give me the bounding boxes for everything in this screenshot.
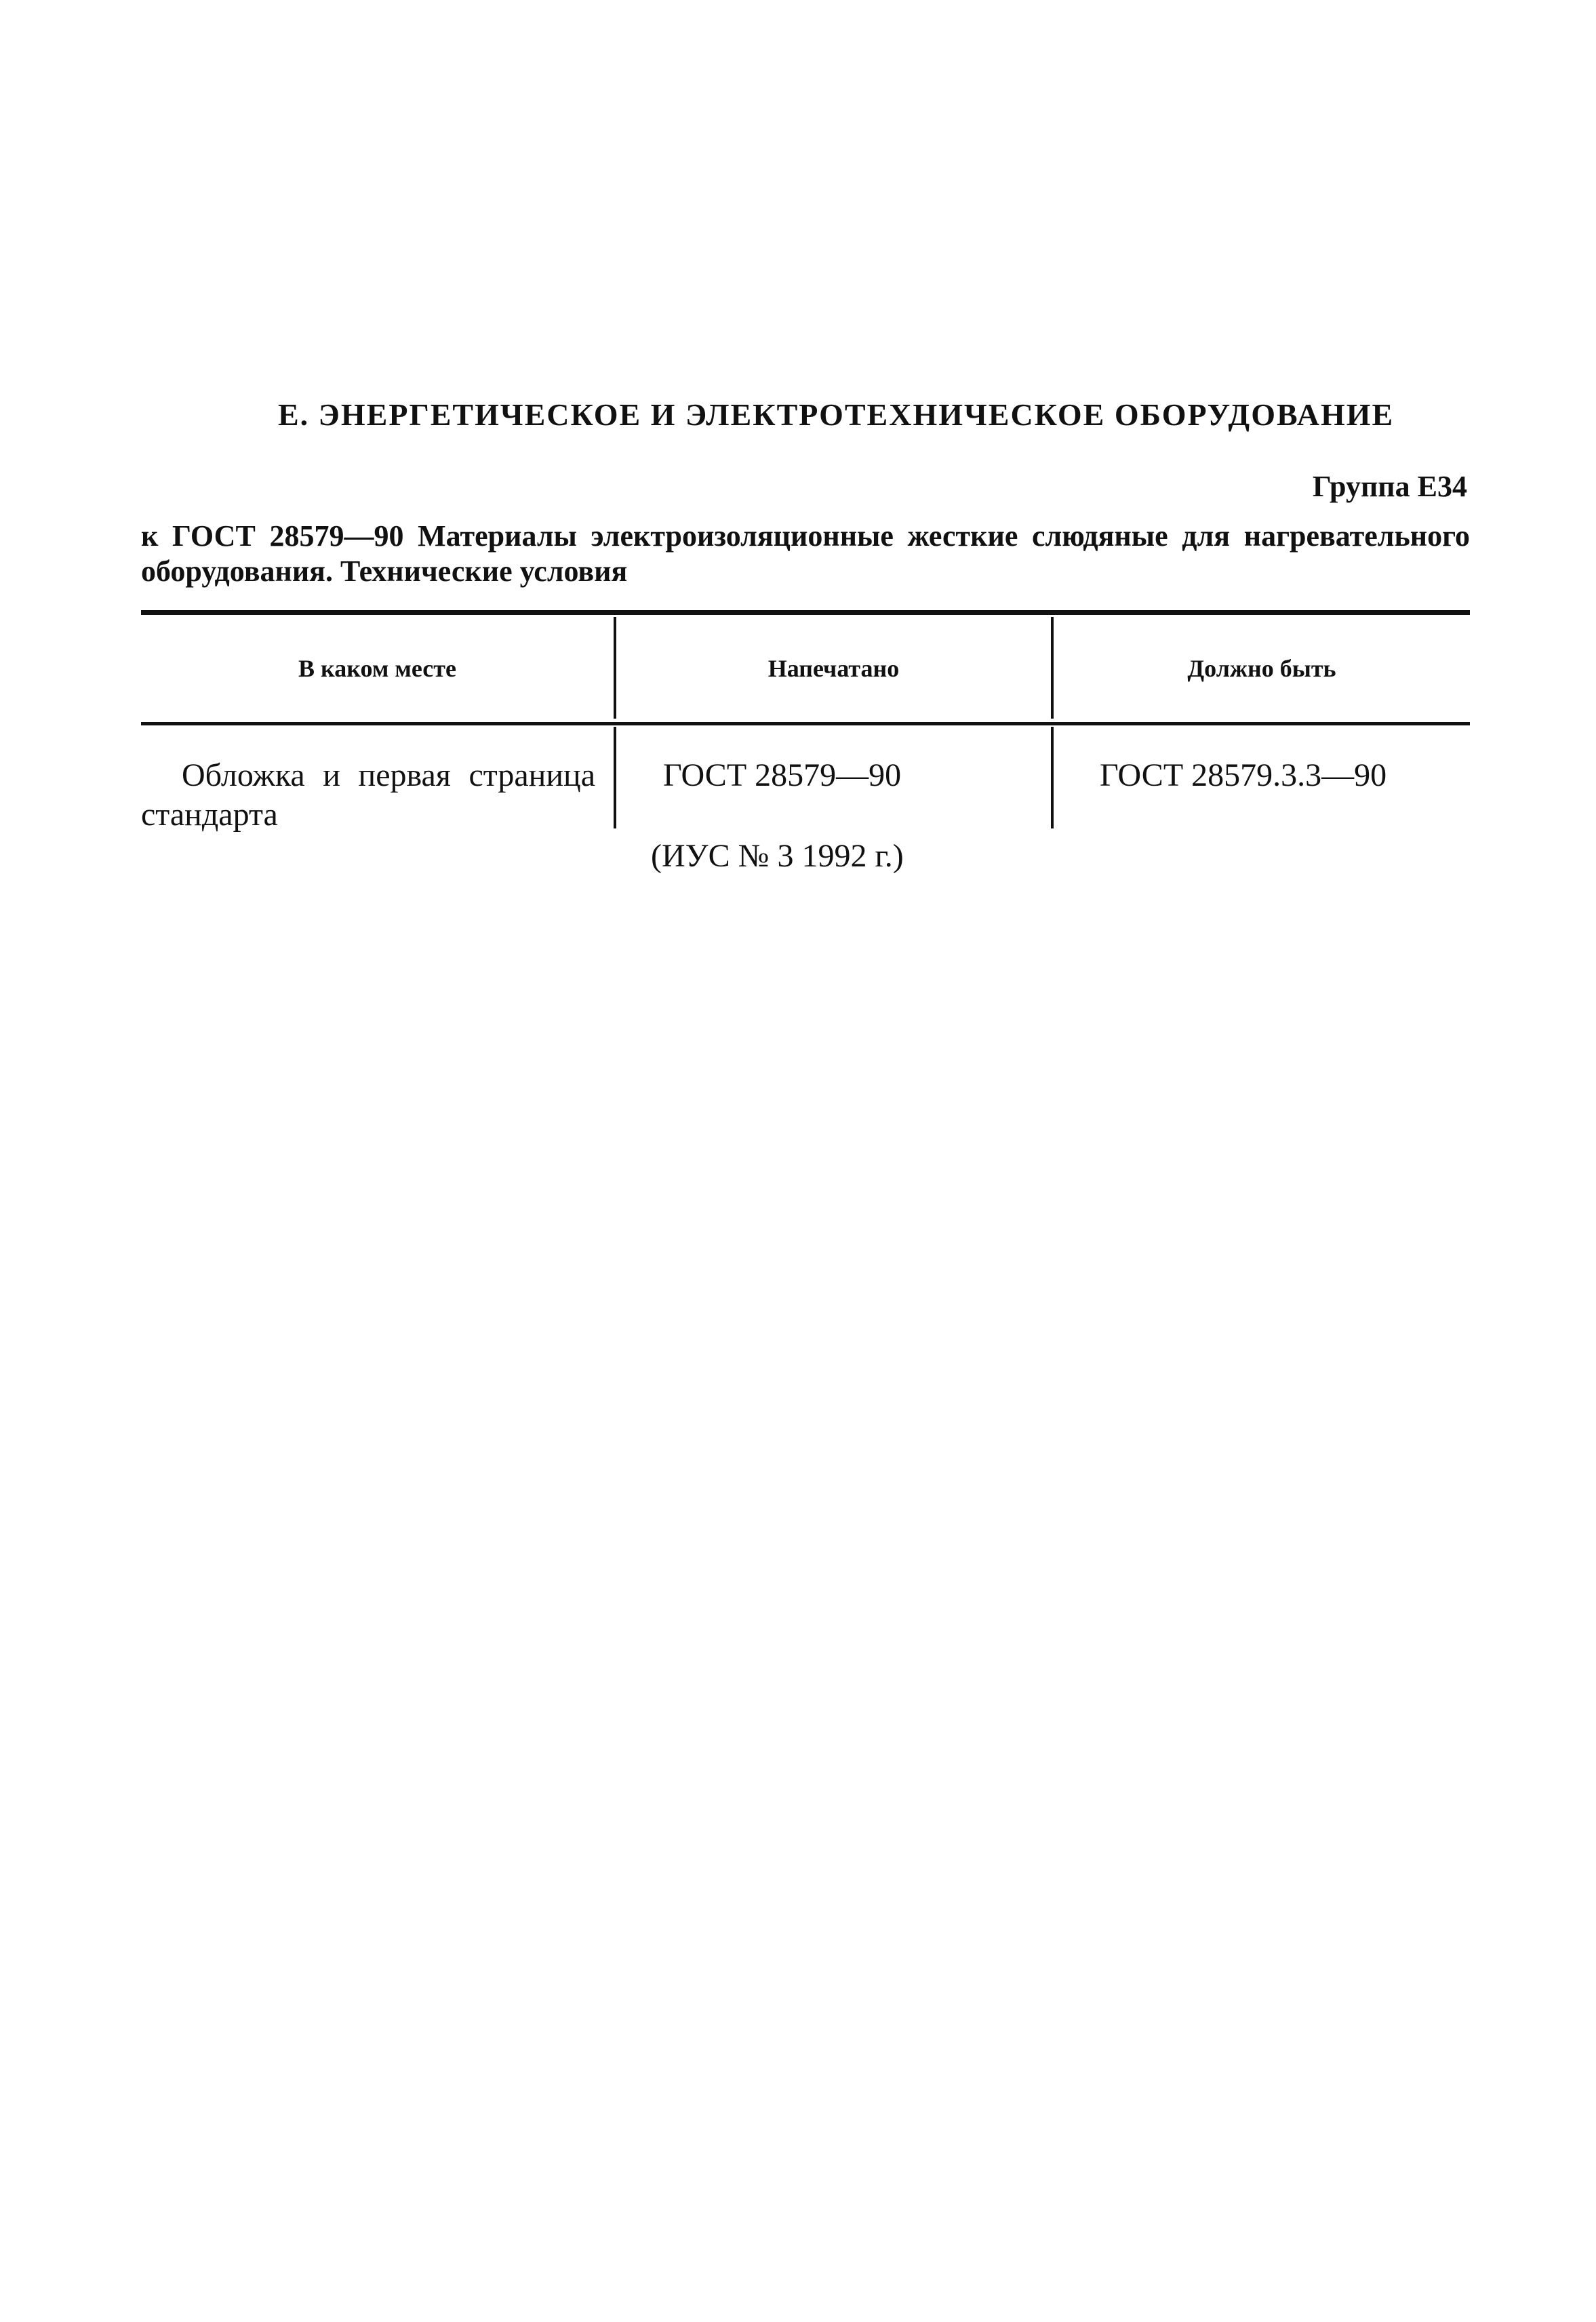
source-reference: (ИУС № 3 1992 г.) bbox=[651, 838, 904, 874]
section-heading: Е. ЭНЕРГЕТИЧЕСКОЕ И ЭЛЕКТРОТЕХНИЧЕСКОЕ ОБОРУДОВАНИЕ bbox=[278, 397, 1395, 432]
header-printed: Напечатано bbox=[767, 655, 900, 682]
cell-should-be: ГОСТ 28579.3.3—90 bbox=[1100, 757, 1387, 793]
cell-printed: ГОСТ 28579—90 bbox=[663, 757, 902, 793]
header-should-be: Должно быть bbox=[1187, 655, 1336, 682]
amendment-title: к ГОСТ 28579—90 Материалы электроизоляционные жесткие слюдяные для нагревательного оборудования. Технические условия bbox=[141, 519, 1470, 588]
table-header-rule bbox=[141, 722, 1470, 725]
row-divider-1 bbox=[614, 727, 616, 828]
group-code: Группа Е34 bbox=[1312, 470, 1467, 503]
row-divider-2 bbox=[1051, 727, 1054, 828]
table-top-rule bbox=[141, 610, 1470, 615]
cell-place: Обложка и первая страница стандарта bbox=[141, 757, 595, 833]
header-place: В каком месте bbox=[298, 655, 456, 682]
